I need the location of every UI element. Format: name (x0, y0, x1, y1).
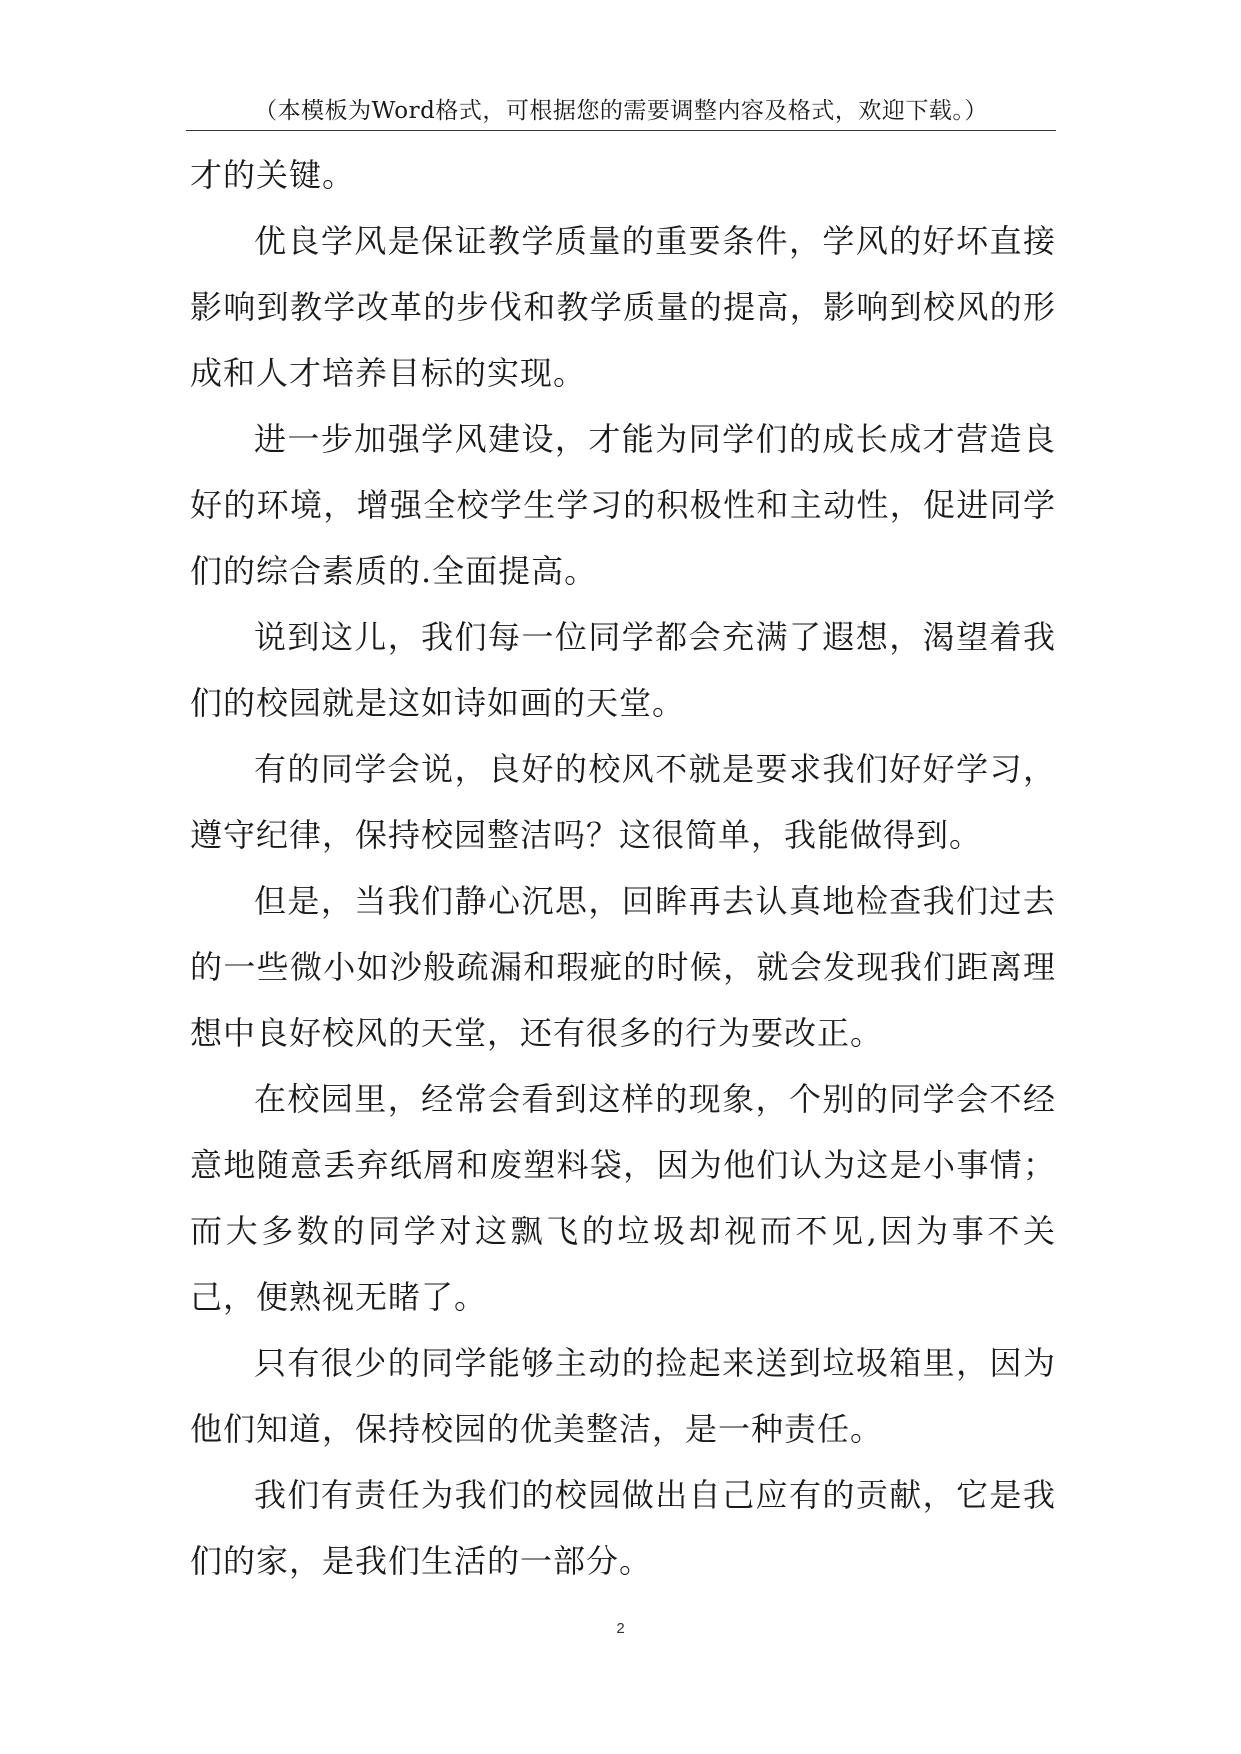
document-body (190, 142, 1056, 1594)
paragraph: 才的关键。 (190, 156, 356, 194)
header-divider (186, 130, 1056, 131)
paragraph: 但是，当我们静心沉思，回眸再去认真地检查我们过去的一些微小如沙般疏漏和瑕疵的时候，就会发现我们距离理想中良好校风的天堂，还有很多的行为要改正。 (190, 882, 1056, 1052)
paragraph: 有的同学会说，良好的校风不就是要求我们好好学习，遵守纪律，保持校园整洁吗？这很简单，我能做得到。 (190, 750, 1056, 854)
paragraph: 我们有责任为我们的校园做出自己应有的贡献，它是我们的家，是我们生活的一部分。 (190, 1476, 1056, 1580)
paragraph: 优良学风是保证教学质量的重要条件，学风的好坏直接影响到教学改革的步伐和教学质量的提高，影响到校风的形成和人才培养目标的实现。 (190, 222, 1056, 392)
page-header-note: （本模板为Word格式，可根据您的需要调整内容及格式，欢迎下载。） (254, 98, 988, 124)
paragraph: 只有很少的同学能够主动的捡起来送到垃圾箱里，因为他们知道，保持校园的优美整洁，是一种责任。 (190, 1344, 1056, 1448)
paragraph: 说到这儿，我们每一位同学都会充满了遐想，渴望着我们的校园就是这如诗如画的天堂。 (190, 618, 1056, 722)
paragraph: 进一步加强学风建设，才能为同学们的成长成才营造良好的环境，增强全校学生学习的积极性和主动性，促进同学们的综合素质的.全面提高。 (190, 420, 1056, 590)
page-number: 2 (616, 1620, 625, 1637)
paragraph: 在校园里，经常会看到这样的现象，个别的同学会不经意地随意丢弃纸屑和废塑料袋，因为他们认为这是小事情；而大多数的同学对这飘飞的垃圾却视而不见,因为事不关己，便熟视无睹了。 (190, 1080, 1056, 1316)
